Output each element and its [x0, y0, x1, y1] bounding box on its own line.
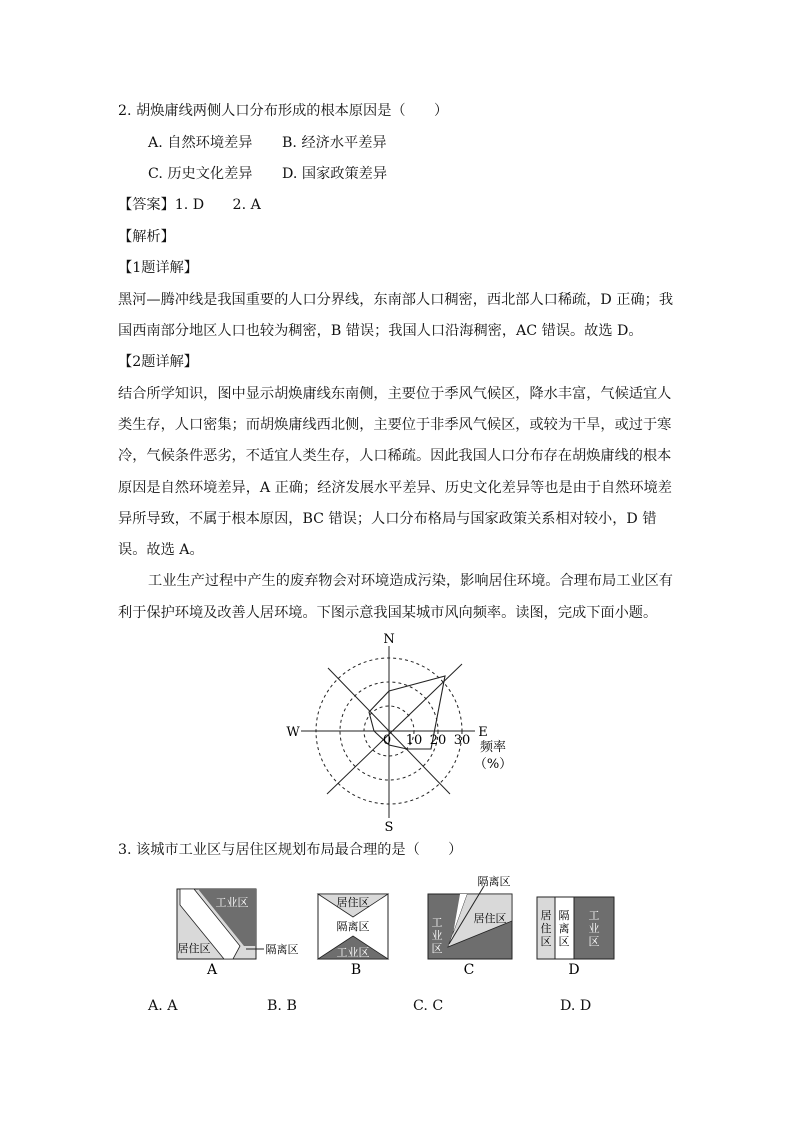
q3-option-c: C. C [413, 998, 444, 1014]
analysis-heading: 【解析】 [118, 229, 175, 245]
q2-detail-line: 异所导致，不属于根本原因，BC 错误；人口分布格局与国家政策关系相对较小，D 错 [118, 511, 657, 527]
q3-option-a: A. A [148, 998, 178, 1014]
layout-d-residential-char: 区 [540, 935, 552, 948]
layout-c-diagram [428, 875, 512, 959]
layout-a-residential: 居住区 [177, 942, 211, 955]
rose-unit-label: 频率 [479, 740, 507, 755]
rose-label-east: E [478, 725, 488, 740]
question-2-stem: 2. 胡焕庸线两侧人口分布形成的根本原因是（ ） [118, 103, 449, 119]
layout-a-letter: A [206, 962, 218, 978]
rose-label-south: S [384, 820, 394, 835]
layout-c-letter: C [463, 962, 475, 978]
q2-option-a: A. 自然环境差异 [148, 135, 253, 151]
layout-c-industrial-char: 区 [431, 942, 443, 955]
layout-c-industrial-char: 工 [431, 916, 443, 929]
layout-d-residential-char: 居 [540, 909, 552, 922]
q2-option-b: B. 经济水平差异 [282, 135, 387, 151]
intro-line: 工业生产过程中产生的废弃物会对环境造成污染，影响居住环境。合理布局工业区有 [148, 573, 673, 589]
q2-detail-line: 冷，气候条件恶劣，不适宜人类生存，人口稀疏。因此我国人口分布存在胡焕庸线的根本 [118, 448, 672, 464]
layout-c-industrial-char: 业 [431, 929, 443, 942]
layout-b-buffer: 隔离区 [336, 920, 370, 933]
q2-detail-line: 类生存，人口密集；而胡焕庸线西北侧，主要位于非季风气候区，或较为干旱，或过于寒 [118, 417, 672, 433]
intro-line: 利于保护环境及改善人居环境。下图示意我国某城市风向频率。读图，完成下面小题。 [118, 605, 658, 621]
layout-a-industrial: 工业区 [215, 896, 249, 909]
layout-c-buffer: 隔离区 [477, 875, 511, 888]
question-3-stem: 3. 该城市工业区与居住区规划布局最合理的是（ ） [118, 842, 463, 858]
q3-option-b: B. B [267, 998, 297, 1014]
q2-detail-line: 结合所学知识，图中显示胡焕庸线东南侧，主要位于季风气候区，降水丰富，气候适宜人 [118, 386, 672, 402]
q2-detail-line: 误。故选 A。 [118, 542, 204, 558]
layout-d-diagram [537, 897, 614, 959]
layout-b-diagram [318, 894, 388, 959]
layout-d-residential-char: 住 [540, 922, 552, 935]
answer-line: 【答案】1. D 2. A [118, 197, 261, 213]
layout-b-letter: B [350, 962, 362, 978]
rose-tick-10: 10 [405, 733, 423, 748]
rose-label-west: W [286, 725, 300, 740]
q2-option-c: C. 历史文化差异 [148, 166, 253, 182]
q3-option-d: D. D [560, 998, 592, 1014]
layout-b-residential: 居住区 [336, 896, 370, 909]
q1-detail-line: 黑河—腾冲线是我国重要的人口分界线，东南部人口稠密，西北部人口稀疏，D 正确；我 [118, 292, 674, 308]
layout-d-industrial-char: 工 [588, 909, 600, 922]
rose-tick-30: 30 [453, 733, 471, 748]
q1-detail-line: 国西南部分地区人口也较为稠密，B 错误；我国人口沿海稠密，AC 错误。故选 D。 [118, 323, 643, 339]
q2-detail-line: 原因是自然环境差异，A 正确；经济发展水平差异、历史文化差异等也是由于自然环境差 [118, 480, 672, 496]
layout-d-letter: D [568, 962, 580, 978]
layout-c-residential: 居住区 [473, 912, 507, 925]
layout-a-buffer: 隔离区 [265, 943, 299, 956]
q2-option-d: D. 国家政策差异 [282, 166, 388, 182]
layout-a-diagram [177, 889, 299, 959]
layout-d-buffer-char: 隔 [558, 909, 570, 922]
layout-d-industrial-char: 业 [588, 922, 600, 935]
layout-d-buffer-char: 区 [558, 935, 570, 948]
layout-d-buffer-char: 离 [558, 922, 570, 935]
rose-tick-0: 0 [382, 733, 392, 748]
q1-detail-heading: 【1题详解】 [118, 260, 198, 276]
rose-tick-20: 20 [429, 733, 447, 748]
layout-d-industrial-char: 区 [588, 935, 600, 948]
q2-detail-heading: 【2题详解】 [118, 354, 198, 370]
layout-b-industrial: 工业区 [336, 946, 370, 959]
rose-unit-percent: （%） [473, 757, 513, 772]
rose-label-north: N [383, 632, 395, 647]
